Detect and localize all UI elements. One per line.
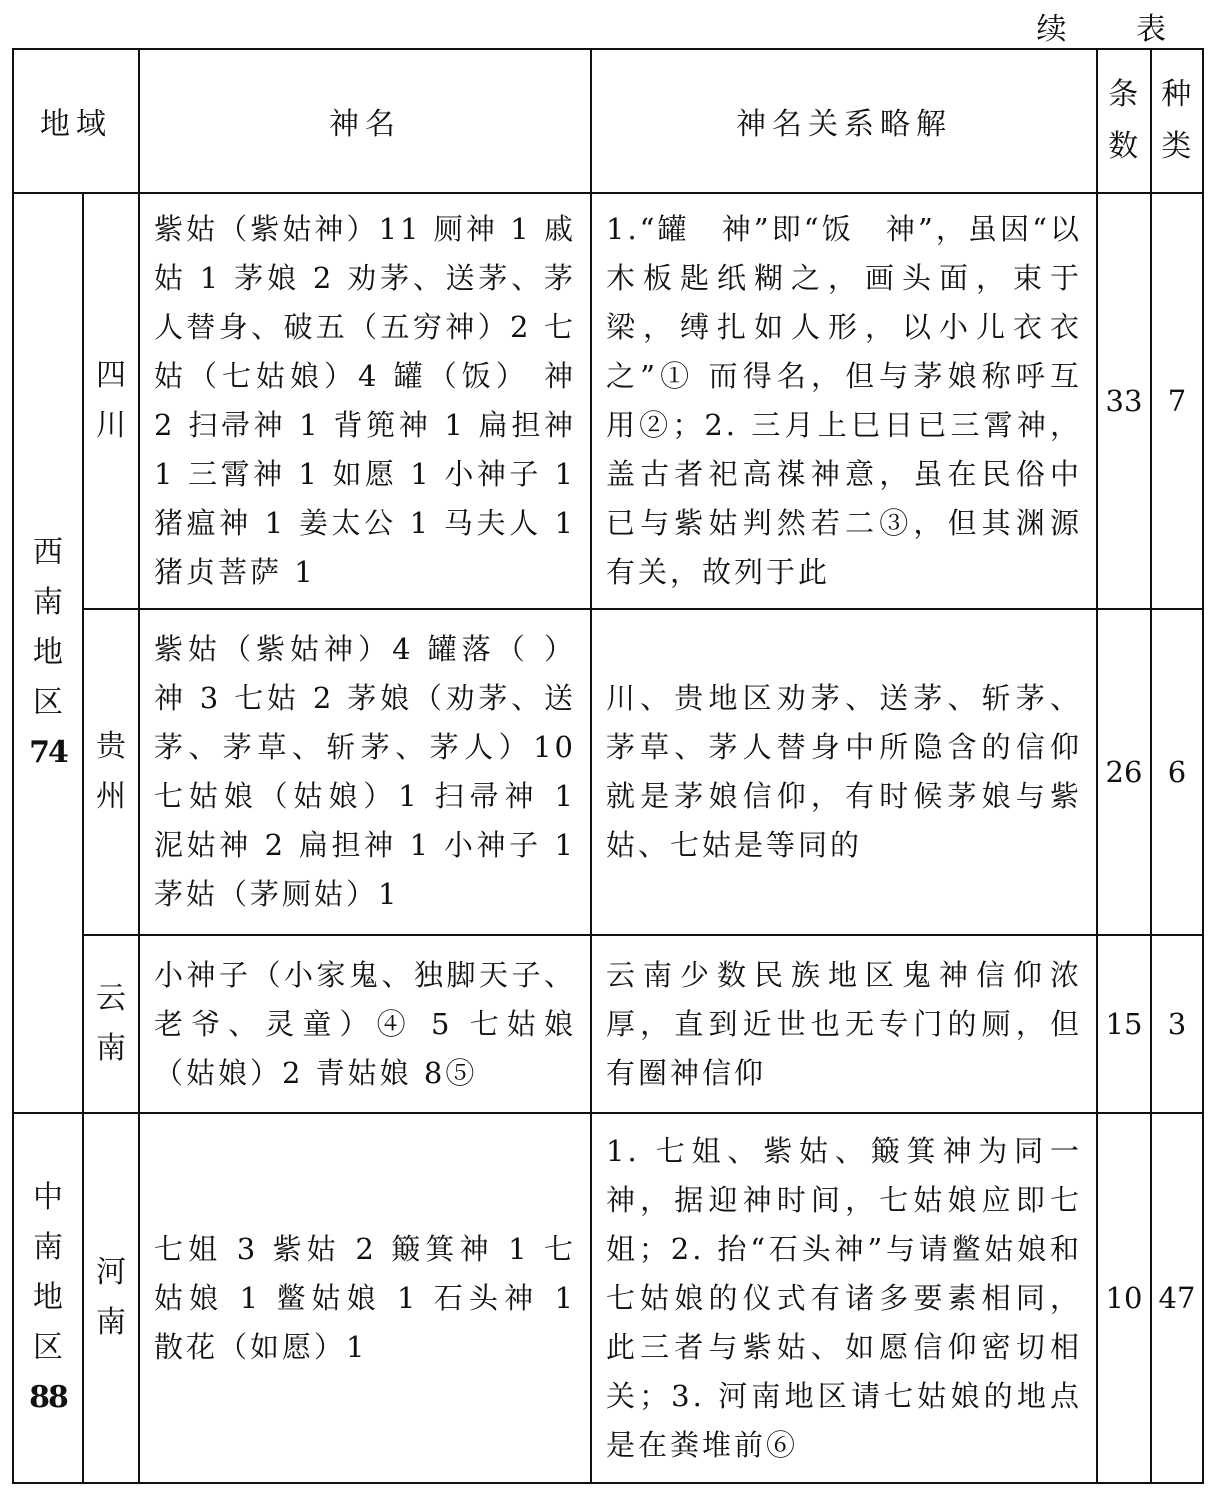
table-row	[13, 609, 1203, 935]
kinds-value: 47	[1151, 1113, 1203, 1483]
deity-table	[12, 48, 1204, 1484]
header-row	[13, 49, 1203, 193]
deity-names: 七姐 3 紫姑 2 簸箕神 1 七姑娘 1 鳖姑娘 1 石头神 1 散花（如愿）1	[139, 1113, 591, 1483]
relation-explanation: 川、贵地区劝茅、送茅、斩茅、茅草、茅人替身中所隐含的信仰就是茅娘信仰，有时候茅娘与紫姑、七姑是等同的	[591, 609, 1097, 935]
header-region: 地域	[13, 49, 139, 193]
header-relations: 神名关系略解	[591, 49, 1097, 193]
kinds-value: 3	[1151, 935, 1203, 1113]
region-southwest: 西南地区 74	[13, 193, 83, 1113]
province-sichuan: 四川	[83, 193, 139, 609]
kinds-value: 6	[1151, 609, 1203, 935]
header-count: 条数	[1097, 49, 1151, 193]
deity-names: 小神子（小家鬼、独脚天子、老爷、灵童）④ 5 七姑娘（姑娘）2 青姑娘 8⑤	[139, 935, 591, 1113]
table-row	[13, 1113, 1203, 1483]
header-names: 神名	[139, 49, 591, 193]
province-guizhou: 贵州	[83, 609, 139, 935]
header-kinds: 种类	[1151, 49, 1203, 193]
province-yunnan: 云南	[83, 935, 139, 1113]
kinds-value: 7	[1151, 193, 1203, 609]
count-value: 33	[1097, 193, 1151, 609]
count-value: 26	[1097, 609, 1151, 935]
relation-explanation: 云南少数民族地区鬼神信仰浓厚，直到近世也无专门的厕，但有圈神信仰	[591, 935, 1097, 1113]
continuation-label: 续 表	[1036, 12, 1196, 47]
table-row	[13, 193, 1203, 609]
table-row	[13, 935, 1203, 1113]
deity-names: 紫姑（紫姑神）11 厕神 1 戚姑 1 茅娘 2 劝茅、送茅、茅人替身、破五（五穷神）2 七姑（七姑娘）4 罐（饭） 神 2 扫帚神 1 背篼神 1 扁担神 1 三霄神 1 如愿 1 小神子 1 猪瘟神 1 姜太公 1 马夫人 1 猪贞菩萨 1	[139, 193, 591, 609]
deity-names: 紫姑（紫姑神）4 罐落（ ）神 3 七姑 2 茅娘（劝茅、送茅、茅草、斩茅、茅人）10 七姑娘（姑娘）1 扫帚神 1 泥姑神 2 扁担神 1 小神子 1 茅姑（茅厕姑）1	[139, 609, 591, 935]
count-value: 15	[1097, 935, 1151, 1113]
relation-explanation: 1. 七姐、紫姑、簸箕神为同一神，据迎神时间，七姑娘应即七姐；2. 抬“石头神”与请鳖姑娘和七姑娘的仪式有诸多要素相同，此三者与紫姑、如愿信仰密切相关；3. 河南地区请七姑娘的地点是在粪堆前⑥	[591, 1113, 1097, 1483]
province-henan: 河南	[83, 1113, 139, 1483]
region-central-south: 中南地区 88	[13, 1113, 83, 1483]
count-value: 10	[1097, 1113, 1151, 1483]
relation-explanation: 1.“罐 神”即“饭 神”，虽因“以木板匙纸糊之，画头面，束于 梁，缚扎如人形，以小儿衣衣之”① 而得名，但与茅娘称呼互用②；2. 三月上巳日已三霄神，盖古者祀高禖神意，虽在民俗中已与紫姑判然若二③，但其渊源有关，故列于此	[591, 193, 1097, 609]
